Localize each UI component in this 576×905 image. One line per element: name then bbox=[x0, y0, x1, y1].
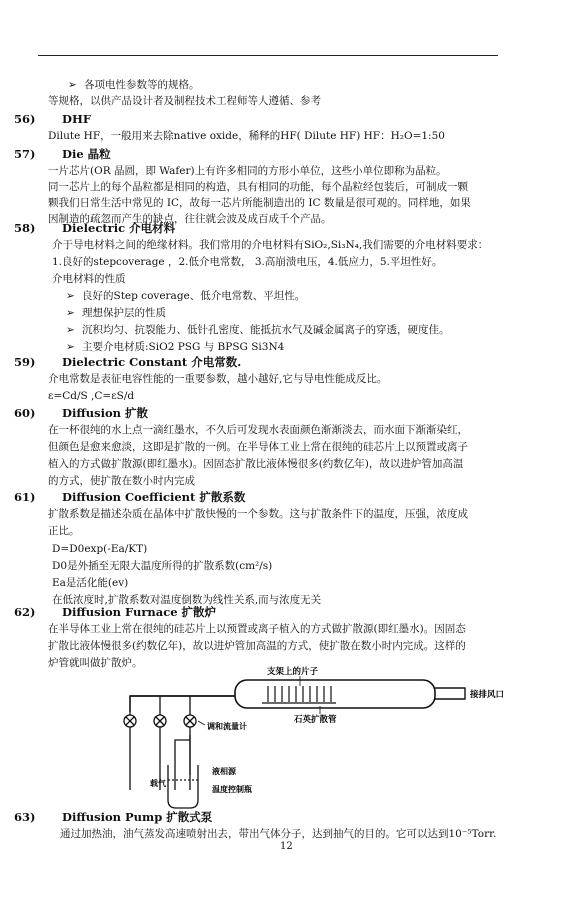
section-59-heading: 59) Dielectric Constant 介电常数. bbox=[14, 355, 242, 369]
section-61-formula: 在低浓度时,扩散系数对温度倒数为线性关系,而与浓度无关 bbox=[52, 594, 322, 606]
section-61-formula: D0是外插至无限大温度所得的扩散系数(cm²/s) bbox=[52, 560, 273, 572]
section-60-line: 但颜色是愈来愈淡，这即是扩散的一例。在半导体工业上常在很纯的硅芯片上以预置或离子 bbox=[48, 441, 468, 453]
section-58-bullet: ➢ 沉积均匀、抗裂能力、低针孔密度、能抵抗水气及碱金属离子的穿透，硬度佳。 bbox=[66, 324, 450, 336]
section-61-line: 扩散系数是描述杂质在晶体中扩散快慢的一个参数。这与扩散条件下的温度，压强，浓度成 bbox=[48, 508, 468, 520]
flow-valve-icon bbox=[124, 715, 136, 727]
section-61-formula: Ea是活化能(ev) bbox=[52, 577, 129, 589]
label-carrier-gas: 载气 bbox=[150, 779, 166, 788]
label-wafer-holder: 支架上的片子 bbox=[267, 667, 319, 677]
section-58-title: Dielectric 介电材料 bbox=[62, 221, 176, 235]
quartz-tube bbox=[235, 680, 435, 708]
section-61-heading: 61) Diffusion Coefficient 扩散系数 bbox=[14, 490, 246, 504]
section-62-heading: 62) Diffusion Furnace 扩散炉 bbox=[14, 605, 217, 619]
section-57-line: 一片芯片(OR 晶圆，即 Wafer)上有许多相同的方形小单位，这些小单位即称为晶粒。 bbox=[48, 165, 447, 177]
section-57-heading: 57) Die 晶粒 bbox=[14, 147, 111, 161]
section-60-heading: 60) Diffusion 扩散 bbox=[14, 406, 149, 420]
section-62-line: 炉管就叫做扩散炉。 bbox=[48, 657, 143, 669]
label-quartz-tube: 石英扩散管 bbox=[294, 715, 337, 725]
section-60-line: 植入的方式做扩散源(即红墨水)。因固态扩散比液体慢很多(约数亿年)，故以进炉管加高温 bbox=[48, 458, 464, 470]
exhaust-nozzle bbox=[435, 688, 465, 699]
flow-valve-icon bbox=[184, 715, 196, 727]
section-56-body: Dilute HF，一般用来去除native oxide，稀释的HF( Dilute HF) HF：H₂O=1:50 bbox=[48, 130, 445, 142]
section-58-heading: 58) Dielectric 介电材料 bbox=[14, 221, 176, 235]
section-56-heading: 56) DHF bbox=[14, 112, 92, 126]
section-57-line: 同一芯片上的每个晶粒都是相同的构造，具有相同的功能，每个晶粒经包装后，可制成一颗 bbox=[48, 181, 468, 193]
label-exhaust-port: 接排风口 bbox=[470, 690, 505, 700]
section-58-bullet: ➢ 主要介电材质:SiO2 PSG 与 BPSG Si3N4 bbox=[66, 341, 285, 353]
section-60-title: Diffusion 扩散 bbox=[62, 406, 149, 420]
section-56-title: DHF bbox=[62, 112, 92, 126]
section-59-line-1: 介电常数是表征电容性能的一重要参数，越小越好,它与导电性能成反比。 bbox=[48, 373, 388, 385]
bullet-arrow-icon: ➢ bbox=[68, 79, 77, 91]
section-60-line: 的方式，使扩散在数小时内完成 bbox=[48, 475, 195, 487]
section-63-title: Diffusion Pump 扩散式泵 bbox=[62, 810, 213, 824]
section-57-title: Die 晶粒 bbox=[62, 147, 111, 161]
label-temp-control: 温度控制瓶 bbox=[212, 785, 252, 794]
section-60-line: 在一杯很纯的水上点一滴红墨水，不久后可发现水表面颜色渐渐淡去，而水面下渐渐染红， bbox=[48, 424, 468, 436]
section-58-line-1: 介于导电材料之间的绝缘材料。我们常用的介电材料有SiO₂,Si₃N₄,我们需要的介电材料要求： bbox=[52, 239, 489, 251]
wafer-holder bbox=[262, 686, 336, 703]
section-62-title: Diffusion Furnace 扩散炉 bbox=[62, 605, 217, 619]
section-63-heading: 63) Diffusion Pump 扩散式泵 bbox=[14, 810, 213, 824]
page-number: 12 bbox=[280, 841, 293, 852]
bullet-arrow-icon: ➢ bbox=[66, 307, 75, 319]
top-line-2: 等规格，以供产品设计者及制程技术工程师等人遵循、参考 bbox=[48, 95, 321, 107]
section-63-body: 通过加热油，油气蒸发高速喷射出去，带出气体分子，达到抽气的目的。它可以达到10⁻⁵Torr. bbox=[60, 828, 497, 840]
section-58-bullet: ➢ 理想保护层的性质 bbox=[66, 307, 166, 319]
section-58-bullet: ➢ 良好的Step coverage、低介电常数、平坦性。 bbox=[66, 290, 306, 302]
section-61-formula: D=D0exp(-Ea/KT) bbox=[52, 543, 148, 555]
section-57-line: 颗我们日常生活中常见的 IC，故每一芯片所能制造出的 IC 数量是很可观的。同样地，如果 bbox=[48, 197, 471, 209]
flow-valve-icon bbox=[154, 715, 166, 727]
label-flow-meter: 调和流量计 bbox=[207, 722, 247, 731]
section-59-title: Dielectric Constant 介电常数. bbox=[62, 355, 242, 369]
section-59-line-2: ε=Cd/S ,C=εS/d bbox=[48, 390, 135, 402]
section-62-line: 扩散比液体慢很多(约数亿年)，故以进炉管加高温的方式，使扩散在数小时内完成。这样的 bbox=[48, 640, 466, 652]
section-61-line: 正比。 bbox=[48, 525, 80, 537]
section-58-line-3: 介电材料的性质 bbox=[52, 273, 126, 285]
label-liquid-source: 液相源 bbox=[212, 767, 236, 776]
temperature-control-bottle bbox=[168, 765, 198, 808]
section-58-line-2: 1.良好的stepcoverage ，2.低介电常数， 3.高崩溃电压，4.低应力，5.平坦性好。 bbox=[52, 256, 443, 268]
bullet-arrow-icon: ➢ bbox=[66, 341, 75, 353]
section-61-title: Diffusion Coefficient 扩散系数 bbox=[62, 490, 246, 504]
gas-inlet-pipe bbox=[130, 696, 235, 712]
bullet-arrow-icon: ➢ bbox=[66, 324, 75, 336]
top-line-1: 各项电性参数等的规格。 bbox=[84, 79, 200, 91]
section-57-line: 因制造的疏忽而产生的缺点，往往就会波及成百成千个产品。 bbox=[48, 213, 332, 225]
section-62-line: 在半导体工业上常在很纯的硅芯片上以预置或离子植入的方式做扩散源(即红墨水)。因固态 bbox=[48, 623, 466, 635]
bullet-arrow-icon: ➢ bbox=[66, 290, 75, 302]
